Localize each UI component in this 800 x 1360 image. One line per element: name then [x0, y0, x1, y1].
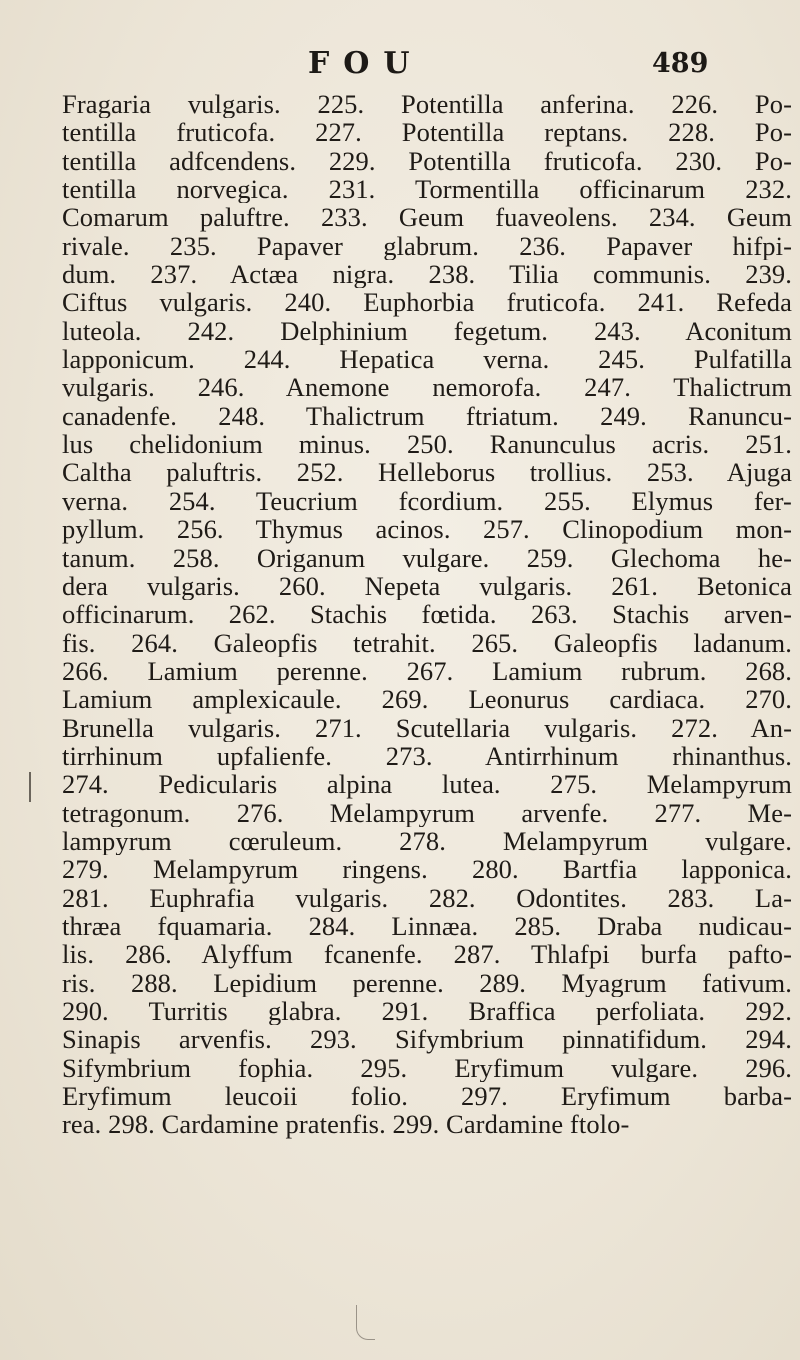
text-line: Brunella vulgaris. 271. Scutellaria vulgaris. 272. An- [62, 713, 792, 742]
text-line: ris. 288. Lepidium perenne. 289. Myagrum fativum. [62, 968, 792, 997]
text-line: tentilla fruticofa. 227. Potentilla reptans. 228. Po- [62, 118, 792, 147]
body-text [62, 90, 792, 1139]
text-line: Sinapis arvenfis. 293. Sifymbrium pinnatifidum. 294. [62, 1025, 792, 1054]
text-line: tirrhinum upfalienfe. 273. Antirrhinum rhinanthus. [62, 741, 792, 771]
text-line: canadenfe. 248. Thalictrum ftriatum. 249. Ranuncu- [62, 401, 792, 431]
text-line: Sifymbrium fophia. 295. Eryfimum vulgare. 296. [62, 1053, 792, 1083]
text-line: luteola. 242. Delphinium fegetum. 243. Aconitum [62, 316, 792, 346]
text-line: 290. Turritis glabra. 291. Braffica perfoliata. 292. [62, 997, 792, 1026]
text-line: lampyrum cœruleum. 278. Melampyrum vulgare. [62, 826, 792, 856]
text-line: Eryfimum leucoii folio. 297. Eryfimum barba- [62, 1082, 792, 1111]
text-line: thræa fquamaria. 284. Linnæa. 285. Draba nudicau- [62, 911, 792, 941]
text-line: dera vulgaris. 260. Nepeta vulgaris. 261. Betonica [62, 571, 792, 601]
text-line: verna. 254. Teucrium fcordium. 255. Elymus fer- [62, 486, 792, 516]
text-line: rea. 298. Cardamine pratenfis. 299. Cardamine ftolo- [62, 1110, 630, 1139]
text-line: vulgaris. 246. Anemone nemorofa. 247. Thalictrum [62, 373, 792, 402]
page-header [0, 46, 800, 92]
text-line: 274. Pedicularis alpina lutea. 275. Melampyrum [62, 770, 792, 799]
text-line: fis. 264. Galeopfis tetrahit. 265. Galeopfis ladanum. [62, 628, 792, 657]
text-line: Lamium amplexicaule. 269. Leonurus cardiaca. 270. [62, 685, 792, 714]
text-line: lus chelidonium minus. 250. Ranunculus acris. 251. [62, 430, 792, 459]
text-line: lapponicum. 244. Hepatica verna. 245. Pulfatilla [62, 345, 792, 374]
text-line: 279. Melampyrum ringens. 280. Bartfia lapponica. [62, 855, 792, 884]
text-line: pyllum. 256. Thymus acinos. 257. Clinopodium mon- [62, 515, 792, 544]
text-line: tentilla norvegica. 231. Tormentilla officinarum 232. [62, 175, 792, 204]
text-line: tanum. 258. Origanum vulgare. 259. Glechoma he- [62, 543, 792, 572]
stray-ink-mark [356, 1305, 375, 1340]
running-title: FOU [308, 46, 424, 81]
text-line: Fragaria vulgaris. 225. Potentilla anferina. 226. Po- [62, 90, 792, 119]
text-line: officinarum. 262. Stachis fœtida. 263. Stachis arven- [62, 600, 792, 629]
margin-mark [29, 772, 31, 802]
text-line: tetragonum. 276. Melampyrum arvenfe. 277. Me- [62, 798, 792, 827]
text-line: 266. Lamium perenne. 267. Lamium rubrum. 268. [62, 656, 792, 686]
text-line: Comarum paluftre. 233. Geum fuaveolens. 234. Geum [62, 203, 792, 232]
text-line: rivale. 235. Papaver glabrum. 236. Papaver hifpi- [62, 231, 792, 261]
text-line: dum. 237. Actæa nigra. 238. Tilia communis. 239. [62, 260, 792, 289]
text-line: lis. 286. Alyffum fcanenfe. 287. Thlafpi burfa pafto- [62, 940, 792, 969]
page-number: 489 [652, 48, 709, 79]
text-line: Ciftus vulgaris. 240. Euphorbia fruticofa. 241. Refeda [62, 288, 792, 317]
text-line: Caltha paluftris. 252. Helleborus trollius. 253. Ajuga [62, 458, 792, 487]
text-line: tentilla adfcendens. 229. Potentilla fruticofa. 230. Po- [62, 146, 792, 176]
text-line: 281. Euphrafia vulgaris. 282. Odontites. 283. La- [62, 883, 792, 912]
